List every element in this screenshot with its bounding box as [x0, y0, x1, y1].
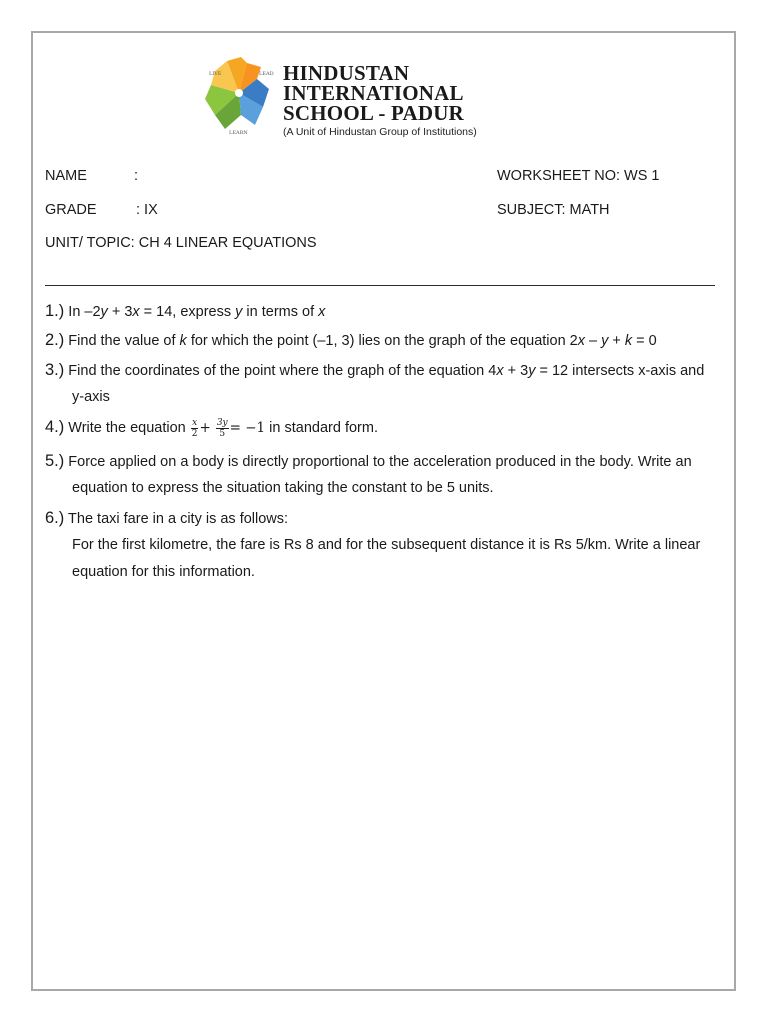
math-var: x [577, 333, 585, 349]
question-3 [45, 357, 704, 385]
question-1 [45, 298, 325, 326]
name-colon: : [134, 168, 139, 184]
question-4 [45, 414, 378, 442]
math-var: y [601, 333, 609, 349]
question-text: – [585, 333, 602, 349]
grade-label: GRADE [45, 202, 97, 218]
question-text: Force applied on a body is directly proportional to the acceleration produced in the body. Write an [68, 454, 692, 470]
math-var: y [528, 363, 536, 379]
school-logo-icon [203, 55, 276, 135]
fraction-3y-over-5 [216, 418, 229, 439]
divider-line [45, 285, 715, 286]
math-var: y [235, 304, 243, 320]
math-var: k [179, 333, 187, 349]
question-number: 2.) [45, 331, 65, 349]
question-text: = 14, express [139, 304, 236, 320]
question-6 [45, 505, 288, 533]
math-var: x [318, 304, 326, 320]
subject: SUBJECT: MATH [497, 202, 610, 218]
fraction-numerator: 3y [216, 417, 228, 428]
school-name [283, 63, 464, 123]
question-number: 4.) [45, 418, 65, 436]
question-text: in terms of [242, 304, 319, 320]
question-text: + 3 [107, 304, 133, 320]
math-var: x [496, 363, 504, 379]
question-number: 5.) [45, 452, 65, 470]
math-operator: + [199, 420, 211, 436]
question-text: + 3 [503, 363, 529, 379]
unit-topic: UNIT/ TOPIC: CH 4 LINEAR EQUATIONS [45, 235, 317, 251]
question-6-continuation-1: For the first kilometre, the fare is Rs 8 and for the subsequent distance it is Rs 5/km. Write a linear [72, 537, 701, 553]
name-label: NAME [45, 168, 87, 184]
question-6-continuation-2: equation for this information. [72, 564, 255, 580]
school-subtitle: (A Unit of Hindustan Group of Institutions) [283, 126, 477, 138]
question-text: Find the value of [68, 333, 180, 349]
fraction-numerator: x [192, 417, 198, 428]
question-text: = 12 intersects x-axis and [535, 363, 705, 379]
grade-value: : IX [136, 202, 158, 218]
question-text: in standard form. [265, 420, 378, 436]
question-5-continuation: equation to express the situation taking the constant to be 5 units. [72, 480, 494, 496]
question-3-continuation: y-axis [72, 389, 110, 405]
question-number: 3.) [45, 361, 65, 379]
question-2 [45, 327, 657, 355]
math-var: y [100, 304, 108, 320]
question-text: In –2 [68, 304, 101, 320]
logo-word-live: LIVE [209, 71, 222, 77]
school-name-line1: HINDUSTAN [283, 61, 410, 85]
school-name-line3: SCHOOL - PADUR [283, 101, 464, 125]
question-number: 6.) [45, 509, 65, 527]
question-5 [45, 448, 692, 476]
question-text: + [608, 333, 625, 349]
math-var: k [624, 333, 633, 349]
question-text: The taxi fare in a city is as follows: [68, 511, 289, 527]
fraction-denominator: 2 [191, 428, 198, 439]
school-name-line2: INTERNATIONAL [283, 81, 464, 105]
question-number: 1.) [45, 302, 65, 320]
worksheet-number: WORKSHEET NO: WS 1 [497, 168, 660, 184]
math-var: x [132, 304, 140, 320]
question-text: Find the coordinates of the point where the graph of the equation 4 [68, 363, 497, 379]
math-rhs: = −1 [229, 420, 266, 436]
question-text: for which the point (–1, 3) lies on the graph of the equation 2 [186, 333, 578, 349]
logo-word-lead: LEAD [259, 71, 274, 77]
question-text: = 0 [632, 333, 657, 349]
logo-word-learn: LEARN [229, 130, 248, 135]
fraction-denominator: 5 [219, 428, 226, 439]
question-text: Write the equation [68, 420, 186, 436]
fraction-x-over-2 [191, 418, 199, 439]
